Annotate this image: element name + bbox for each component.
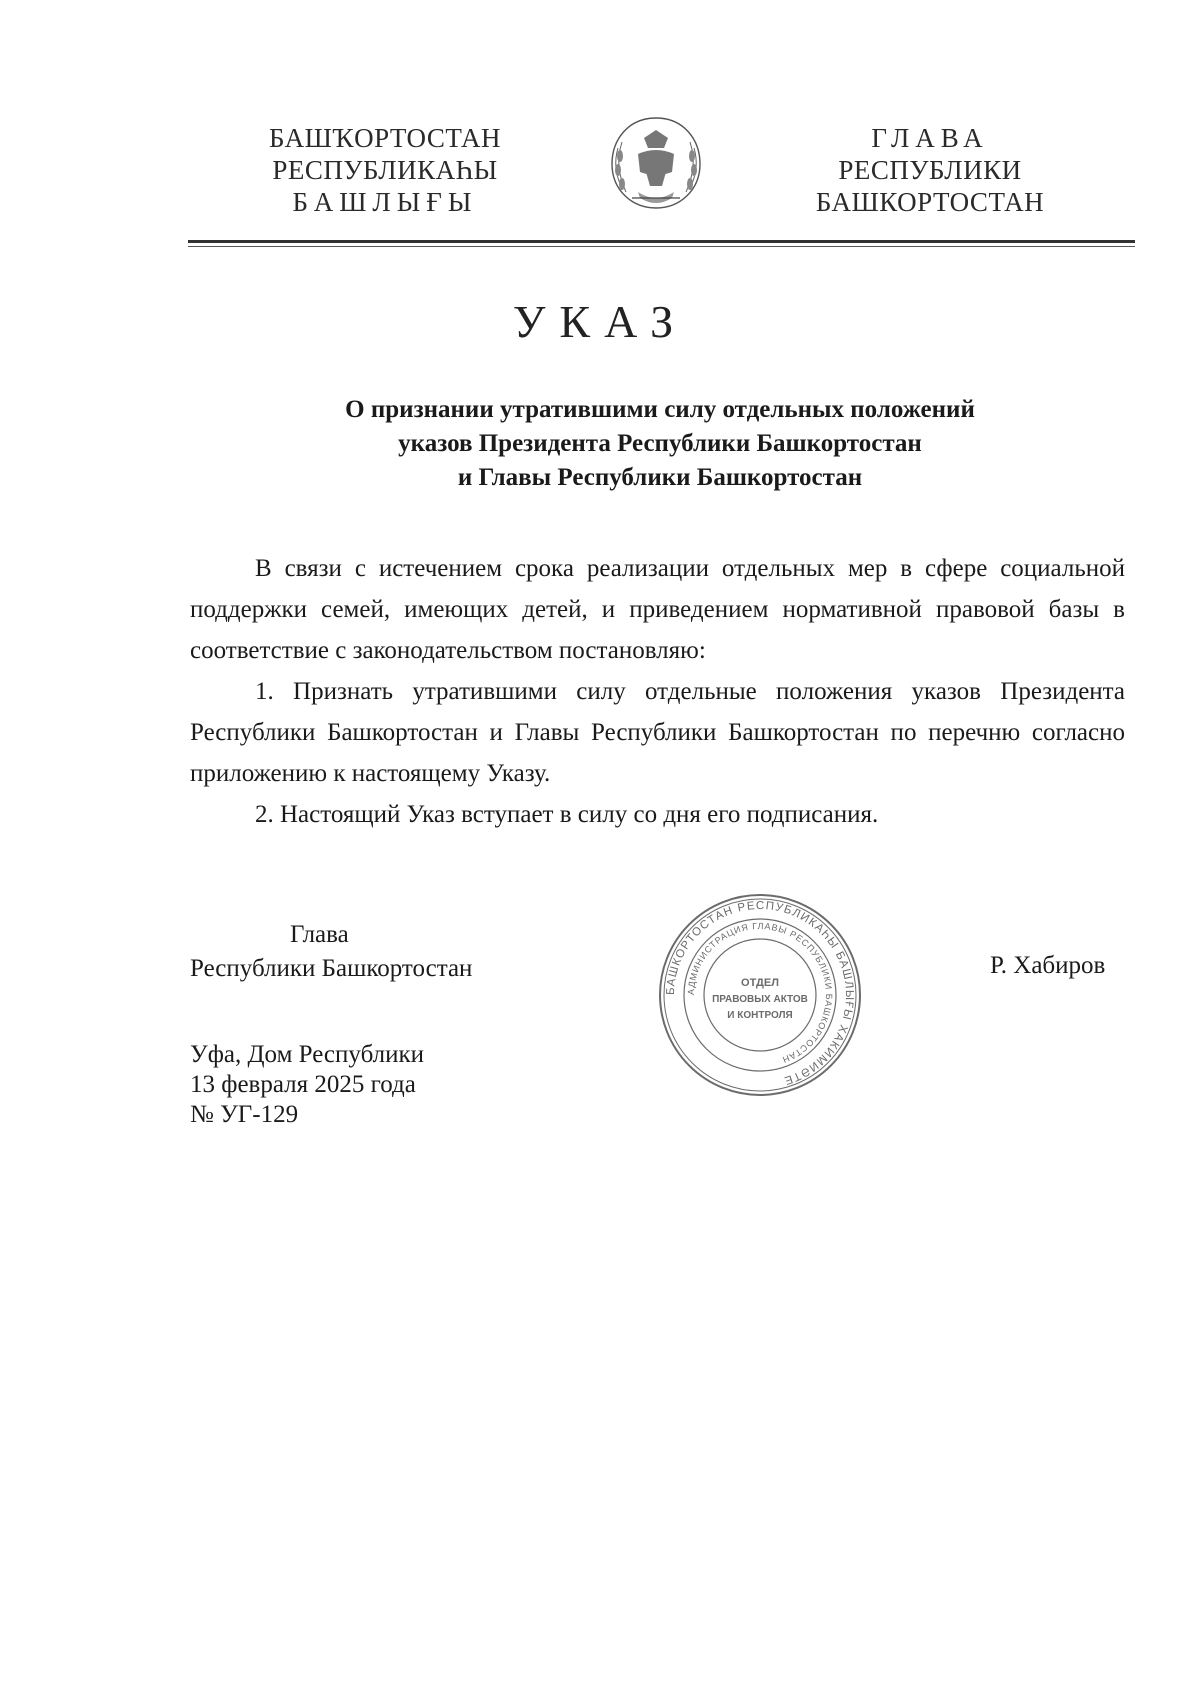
signatory-position — [190, 918, 472, 986]
header-bashkir — [240, 122, 530, 218]
body-paragraph-item-1: 1. Признать утратившими силу отдельные положения указов Президента Республики Башкортостан и Главы Республики Башкортостан по перечню согласно приложению к настоящему Указу. — [190, 678, 1125, 787]
stamp-center-line-2: ПРАВОВЫХ АКТОВ — [712, 994, 808, 1005]
stamp-outer-text: БАШКОРТОСТАН РЕСПУБЛИКАҺЫ БАШЛЫҒЫ ХАКИМИӘТЕ — [664, 899, 856, 1087]
header-right-line-3: БАШКОРТОСТАН — [815, 187, 1045, 217]
signer-name: Р. Хабиров — [990, 952, 1106, 979]
document-place: Уфа, Дом Республики — [190, 1041, 425, 1068]
header-right-line-2: РЕСПУБЛИКИ — [838, 155, 1022, 185]
subject-line-3: и Главы Республики Башкортостан — [457, 464, 863, 491]
header-divider — [188, 240, 1135, 243]
stamp-center-line-1: ОТДЕЛ — [741, 977, 779, 989]
official-stamp-icon — [655, 890, 865, 1100]
signatory-position-line-2: Республики Башкортостан — [190, 955, 473, 982]
header-right-line-1: ГЛАВА — [871, 123, 989, 153]
subject-line-1: О признании утратившими силу отдельных положений — [345, 396, 975, 423]
document-body — [190, 548, 1125, 835]
document-title: УКАЗ — [512, 296, 688, 347]
header-left-line-3: БАШЛЫҒЫ — [292, 187, 478, 217]
document-footer — [190, 1040, 424, 1130]
document-date: 13 февраля 2025 года — [190, 1071, 416, 1098]
stamp-inner-ring-text: АДМИНИСТРАЦИЯ ГЛАВЫ РЕСПУБЛИКИ БАШКОРТОСТАН — [685, 920, 835, 1066]
header-left-line-2: РЕСПУБЛИКАҺЫ — [272, 155, 498, 185]
header-russian — [785, 122, 1075, 218]
header-divider-thin — [188, 246, 1135, 247]
svg-text:АДМИНИСТРАЦИЯ ГЛАВЫ РЕСПУБЛИКИ — [686, 921, 834, 1065]
body-paragraph-item-2: 2. Настоящий Указ вступает в силу со дня его подписания. — [255, 801, 879, 828]
document-subject — [200, 393, 1120, 495]
header-left-line-1: БАШҠОРТОСТАН — [268, 123, 502, 153]
document-number: № УГ-129 — [190, 1101, 299, 1128]
body-paragraph-preamble: В связи с истечением срока реализации отдельных мер в сфере социальной поддержки семей, имеющих детей, и приведением нормативной правовой базы в соответствие с законодательством постановляю: — [190, 555, 1125, 664]
subject-line-2: указов Президента Республики Башкортостан — [398, 430, 922, 457]
coat-of-arms-icon — [598, 108, 714, 218]
stamp-center-line-3: И КОНТРОЛЯ — [727, 1010, 793, 1021]
signatory-position-line-1: Глава — [290, 921, 349, 948]
